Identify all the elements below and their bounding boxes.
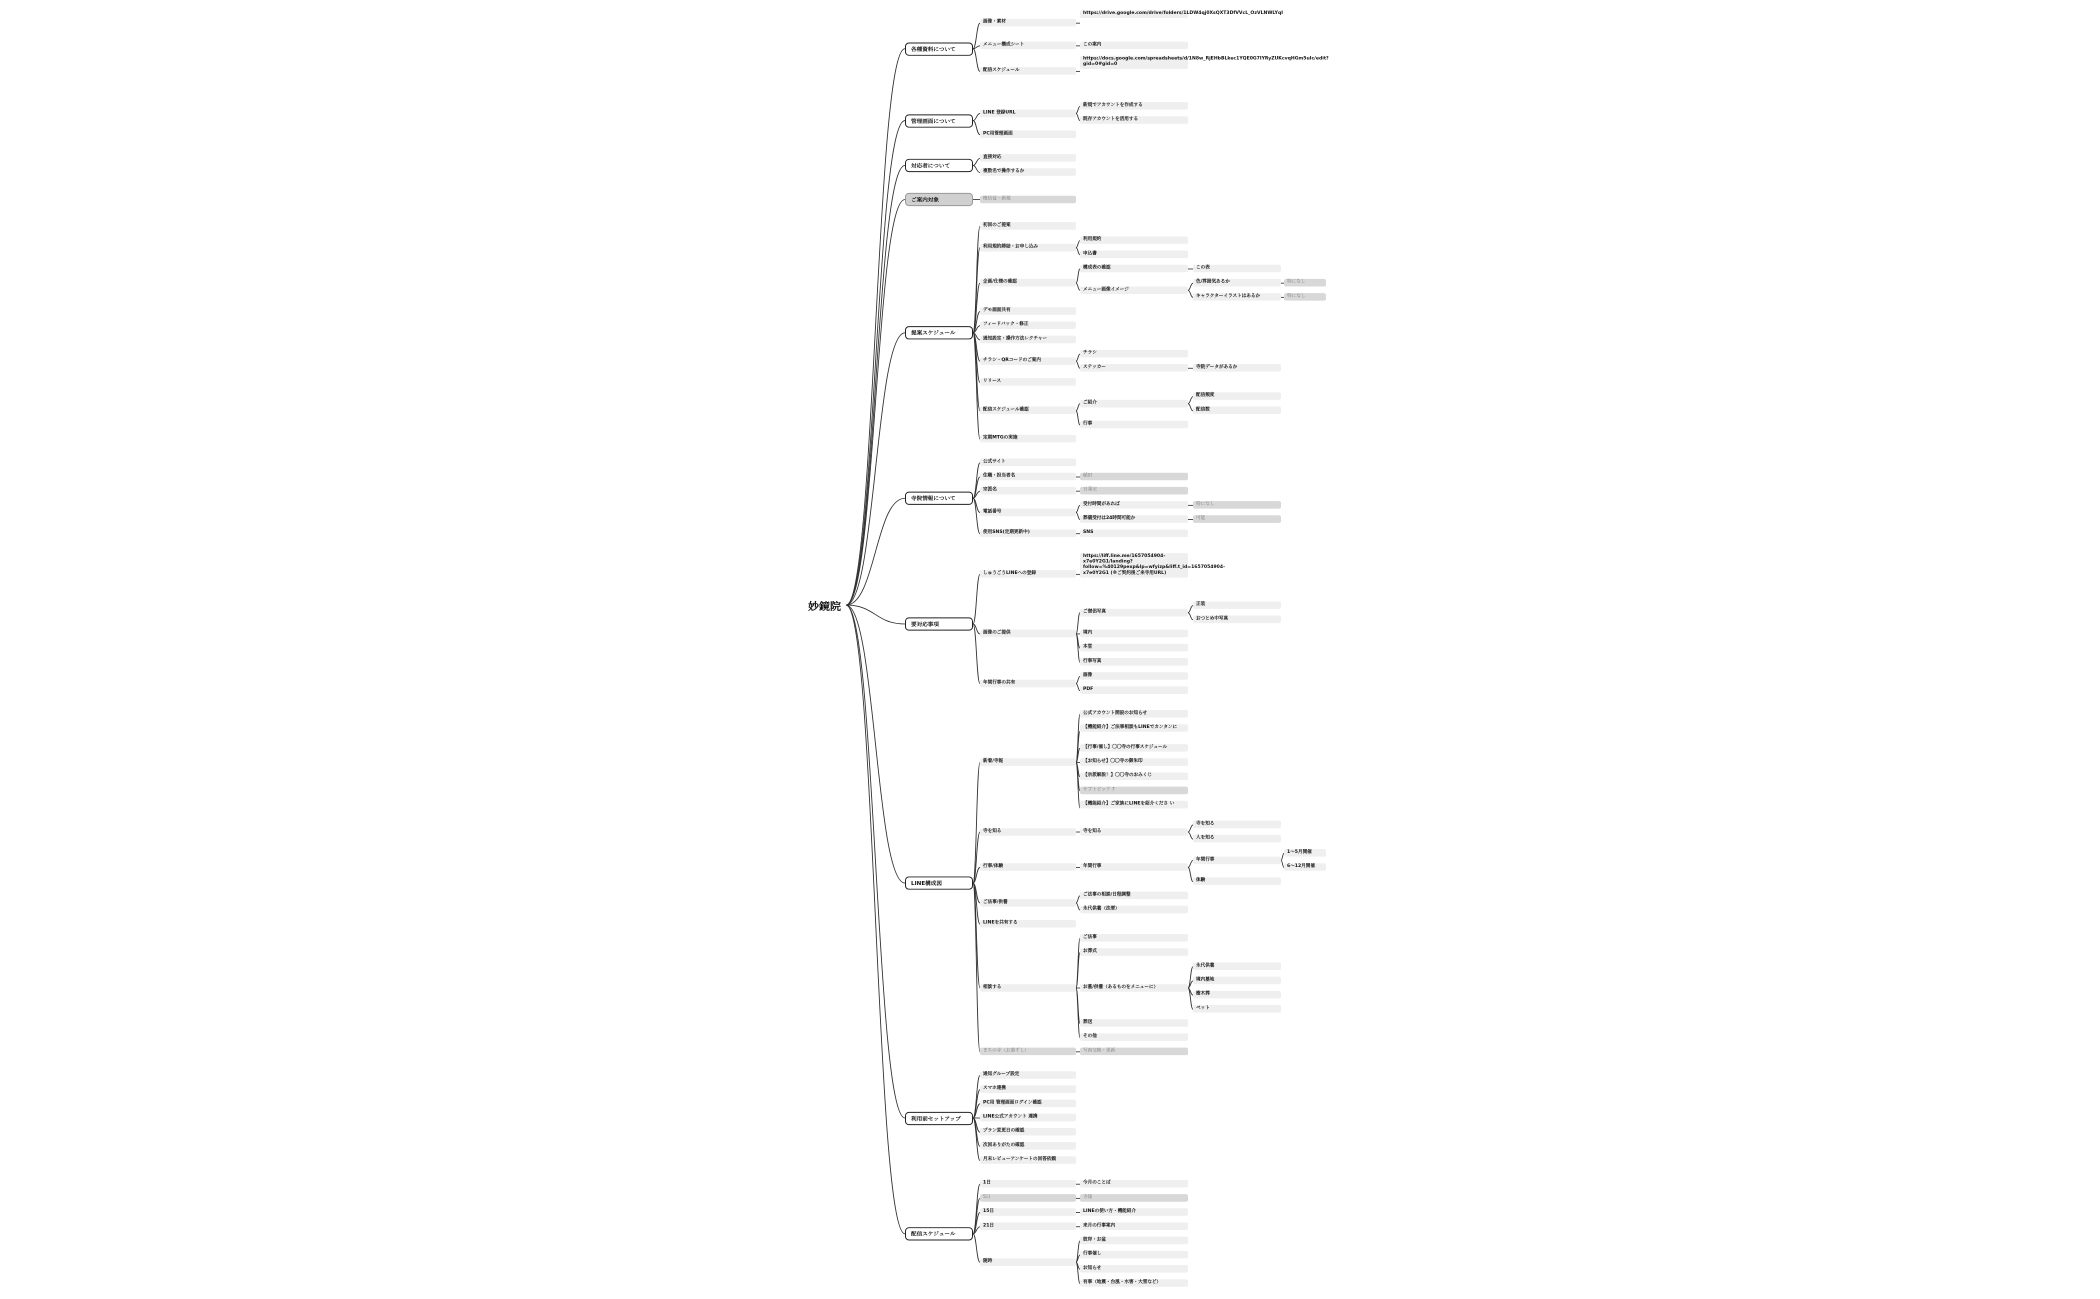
subtopic-map-branches-7-children-2-children-0[interactable]: 年間行事 (1080, 863, 1188, 871)
subtopic-map-branches-7-children-6[interactable]: まちの寺（お墓ずし） (980, 1048, 1076, 1056)
subtopic-map-branches-1-children-1[interactable]: PC用管理画面 (980, 130, 1076, 138)
subtopic-map-branches-9-children-4-children-1[interactable]: 行事催し (1080, 1251, 1188, 1259)
subtopic-map-branches-5-children-4-children-0[interactable]: SNS (1080, 529, 1188, 537)
subtopic-map-branches-1-children-0-children-0[interactable]: 新規でアカウントを作成する (1080, 102, 1188, 110)
subtopic-map-branches-5-children-2-children-0[interactable]: 日蓮宗 (1080, 487, 1188, 495)
subtopic-map-branches-6-children-0[interactable]: しゅうごうLINEへの登録 (980, 570, 1076, 578)
connector-line (973, 574, 980, 624)
subtopic-map-branches-9-children-3-children-0[interactable]: 来月の行事案内 (1080, 1222, 1188, 1230)
root-topic[interactable]: 妙鏡院 (808, 600, 841, 613)
connector-line (973, 23, 980, 49)
main-topic-8[interactable]: 利用前セットアップ (905, 1111, 973, 1124)
subtopic-map-branches-9-children-2[interactable]: 15日 (980, 1208, 1076, 1216)
subtopic-map-branches-4-children-8-children-0-children-0[interactable]: 配信頻度 (1193, 392, 1281, 400)
connector-line (846, 605, 905, 1234)
connector-line (973, 463, 980, 498)
subtopic-map-branches-7-children-1-children-0[interactable]: 寺を知る (1080, 828, 1188, 836)
subtopic-map-branches-9-children-0-children-0[interactable]: 今月のことば (1080, 1180, 1188, 1188)
subtopic-map-branches-8-children-4[interactable]: プラン変更日の確認 (980, 1128, 1076, 1136)
subtopic-map-branches-9-children-4-children-3[interactable]: 有事（地震・台風・水害・大雪など） (1080, 1279, 1188, 1287)
subtopic-map-branches-7-children-2-children-0-children-0-children-0[interactable]: 1〜5月開催 (1284, 849, 1326, 857)
subtopic-map-branches-7-children-3-children-1[interactable]: 永代供養（法要） (1080, 906, 1188, 914)
subtopic-map-branches-8-children-3[interactable]: LINE公式アカウント 連携 (980, 1114, 1076, 1122)
main-topic-9[interactable]: 配信スケジュール (905, 1227, 973, 1240)
subtopic-map-branches-4-children-1-children-1[interactable]: 申込書 (1080, 251, 1188, 259)
subtopic-map-branches-4-children-8-children-0[interactable]: ご紹介 (1080, 399, 1188, 407)
subtopic-map-branches-4-children-2-children-1-children-1-children-0[interactable]: 特になし (1284, 293, 1326, 301)
main-topic-4[interactable]: 提案スケジュール (905, 326, 973, 339)
subtopic-map-branches-6-children-2-children-1[interactable]: PDF (1080, 686, 1188, 694)
connector-line (973, 498, 980, 533)
subtopic-map-branches-8-children-6[interactable]: 月末レビューアンケートの回答依頼 (980, 1156, 1076, 1164)
subtopic-map-branches-8-children-5[interactable]: 次回ありがたの確認 (980, 1142, 1076, 1150)
subtopic-map-branches-4-children-6-children-0[interactable]: チラシ (1080, 350, 1188, 358)
subtopic-map-branches-6-children-1-children-1[interactable]: 境内 (1080, 630, 1188, 638)
subtopic-map-branches-7-children-0-children-6[interactable]: 【機能紹介】ご家族にLINEを紹介くださ い (1080, 801, 1188, 809)
subtopic-map-branches-7-children-5-children-4[interactable]: その他 (1080, 1033, 1188, 1041)
subtopic-map-branches-4-children-5[interactable]: 通知設定・操作方法レクチャー (980, 336, 1076, 344)
subtopic-map-branches-6-children-1-children-2[interactable]: 本堂 (1080, 644, 1188, 652)
subtopic-map-branches-5-children-0[interactable]: 公式サイト (980, 459, 1076, 467)
subtopic-map-branches-7-children-2[interactable]: 行事/体験 (980, 863, 1076, 871)
connector-line (846, 121, 905, 606)
subtopic-map-branches-6-children-1[interactable]: 画像のご提供 (980, 630, 1076, 638)
subtopic-map-branches-7-children-0-children-4[interactable]: 【宗派解説！】〇〇寺のおみくじ (1080, 772, 1188, 780)
subtopic-map-branches-1-children-0-children-1[interactable]: 既存アカウントを活用する (1080, 116, 1188, 124)
subtopic-map-branches-6-children-1-children-0[interactable]: ご僧侶写真 (1080, 608, 1188, 616)
subtopic-map-branches-5-children-3[interactable]: 電話番号 (980, 508, 1076, 516)
connector-line (973, 49, 980, 72)
subtopic-map-branches-1-children-0[interactable]: LINE 登録URL (980, 109, 1076, 117)
connector-line (973, 158, 980, 165)
subtopic-map-branches-5-children-3-children-1-children-0[interactable]: 可能 (1193, 515, 1281, 523)
subtopic-map-branches-7-children-2-children-0-children-0-children-1[interactable]: 6〜12月開催 (1284, 863, 1326, 871)
subtopic-map-branches-4-children-2[interactable]: 企画/仕様の確認 (980, 279, 1076, 287)
subtopic-map-branches-6-children-2[interactable]: 年間行事の共有 (980, 679, 1076, 687)
subtopic-map-branches-7-children-5-children-1[interactable]: お葬式 (1080, 948, 1188, 956)
connector-line (1076, 938, 1080, 988)
connector-line (846, 333, 905, 605)
subtopic-map-branches-8-children-0[interactable]: 通知グループ設定 (980, 1071, 1076, 1079)
subtopic-map-branches-7-children-5-children-3[interactable]: 葬送 (1080, 1019, 1188, 1027)
connector-line (973, 763, 980, 884)
subtopic-map-branches-7-children-1-children-0-children-1[interactable]: 人を知る (1193, 835, 1281, 843)
subtopic-map-branches-0-children-2[interactable]: 配信スケジュール (980, 67, 1076, 75)
subtopic-map-branches-2-children-0[interactable]: 直接対応 (980, 154, 1076, 162)
subtopic-map-branches-7-children-3-children-0[interactable]: ご法事の相談/日程調整 (1080, 892, 1188, 900)
subtopic-map-branches-2-children-1[interactable]: 複数名で操作するか (980, 168, 1076, 176)
subtopic-map-branches-9-children-3[interactable]: 21日 (980, 1222, 1076, 1230)
subtopic-map-branches-5-children-3-children-0-children-0[interactable]: 特になし (1193, 501, 1281, 509)
connector-line (846, 605, 905, 883)
main-topic-7[interactable]: LINE構成図 (905, 876, 973, 889)
subtopic-map-branches-5-children-3-children-1[interactable]: 葬儀受付は24時間可能か (1080, 515, 1188, 523)
subtopic-map-branches-4-children-2-children-0-children-0[interactable]: この表 (1193, 265, 1281, 273)
subtopic-map-branches-9-children-1-children-0[interactable]: 寺報 (1080, 1194, 1188, 1202)
main-topic-6[interactable]: 要対応事項 (905, 617, 973, 630)
subtopic-map-branches-5-children-4[interactable]: 使用SNS(定期更新中) (980, 529, 1076, 537)
connector-line (973, 113, 980, 120)
subtopic-map-branches-7-children-2-children-0-children-0[interactable]: 年間行事 (1193, 856, 1281, 864)
connector-line (973, 226, 980, 332)
connector-line (973, 1234, 980, 1262)
subtopic-map-branches-4-children-8[interactable]: 配信スケジュール確認 (980, 407, 1076, 415)
subtopic-map-branches-7-children-5-children-2[interactable]: お墓/供養（あるものをメニューに） (1080, 984, 1188, 992)
connector-line (846, 165, 905, 605)
subtopic-map-branches-4-children-6[interactable]: チラシ・QRコードのご案内 (980, 357, 1076, 365)
subtopic-map-branches-4-children-1[interactable]: 利用規約締結・お申し込み (980, 243, 1076, 251)
subtopic-map-branches-9-children-2-children-0[interactable]: LINEの使い方・機能紹介 (1080, 1208, 1188, 1216)
subtopic-map-branches-7-children-0-children-5[interactable]: サブトピック 7 (1080, 787, 1188, 795)
subtopic-map-branches-7-children-5[interactable]: 相談する (980, 984, 1076, 992)
subtopic-map-branches-6-children-1-children-0-children-0[interactable]: 正装 (1193, 601, 1281, 609)
subtopic-map-branches-4-children-8-children-0-children-1[interactable]: 配信数 (1193, 407, 1281, 415)
subtopic-map-branches-7-children-6-children-0[interactable]: 写真交換・更新 (1080, 1048, 1188, 1056)
subtopic-map-branches-7-children-5-children-0[interactable]: ご法事 (1080, 934, 1188, 942)
subtopic-map-branches-7-children-2-children-0-children-1[interactable]: 体験 (1193, 877, 1281, 885)
subtopic-map-branches-4-children-6-children-1-children-0[interactable]: 寺院データがあるか (1193, 364, 1281, 372)
subtopic-map-branches-9-children-4[interactable]: 随時 (980, 1258, 1076, 1266)
connector-line (846, 49, 905, 605)
subtopic-map-branches-7-children-0[interactable]: 新着/寺報 (980, 758, 1076, 766)
connector-line (973, 121, 980, 135)
subtopic-map-branches-4-children-4[interactable]: フィードバック・修正 (980, 321, 1076, 329)
subtopic-map-branches-9-children-4-children-2[interactable]: お知らせ (1080, 1265, 1188, 1273)
main-topic-1[interactable]: 管理画面について (905, 114, 973, 127)
subtopic-map-branches-7-children-0-children-1[interactable]: 【機能紹介】ご法事相談もLINEでカンタンに (1080, 724, 1188, 732)
subtopic-map-branches-6-children-2-children-0[interactable]: 画像 (1080, 672, 1188, 680)
subtopic-map-branches-0-children-2-children-0[interactable]: https://docs.google.com/spreadsheets/d/1N8w_RjEHbBLkec1YQE0G7IYRyZUKcvqHGm5uIc/edit?gid=0#gid=0 (1080, 56, 1188, 69)
subtopic-map-branches-7-children-5-children-2-children-2[interactable]: 樹木葬 (1193, 991, 1281, 999)
subtopic-map-branches-4-children-7[interactable]: リリース (980, 378, 1076, 386)
connector-line (973, 1184, 980, 1234)
connector-line (846, 199, 905, 605)
subtopic-map-branches-5-children-2[interactable]: 宗派名 (980, 487, 1076, 495)
subtopic-map-branches-7-children-5-children-2-children-0[interactable]: 永代供養 (1193, 962, 1281, 970)
subtopic-map-branches-4-children-2-children-1-children-0[interactable]: 色/雰囲気あるか (1193, 279, 1281, 287)
subtopic-map-branches-4-children-8-children-1[interactable]: 行事 (1080, 421, 1188, 429)
subtopic-map-branches-7-children-5-children-2-children-1[interactable]: 境内墓地 (1193, 977, 1281, 985)
connector-line (846, 605, 905, 1118)
subtopic-map-branches-7-children-1[interactable]: 寺を知る (980, 828, 1076, 836)
main-topic-0[interactable]: 各種資料について (905, 42, 973, 55)
main-topic-5[interactable]: 寺院情報について (905, 492, 973, 505)
subtopic-map-branches-9-children-0[interactable]: 1日 (980, 1180, 1076, 1188)
subtopic-map-branches-4-children-2-children-1[interactable]: メニュー画像イメージ (1080, 286, 1188, 294)
subtopic-map-branches-7-children-0-children-2[interactable]: 【行事/催し】〇〇寺の行事スケジュール (1080, 744, 1188, 752)
subtopic-map-branches-4-children-2-children-0[interactable]: 構成表の確認 (1080, 265, 1188, 273)
subtopic-map-branches-7-children-0-children-0[interactable]: 公式アカウント開設のお知らせ (1080, 710, 1188, 718)
subtopic-map-branches-7-children-3[interactable]: ご法事/供養 (980, 899, 1076, 907)
subtopic-map-branches-0-children-0-children-0[interactable]: https://drive.google.com/drive/folders/1LDW4qj0XsQXT3DfVVcL_OzVLNWLYqI (1080, 10, 1188, 18)
subtopic-map-branches-7-children-4[interactable]: LINEを共有する (980, 920, 1076, 928)
subtopic-map-branches-5-children-1[interactable]: 住職・担当者名 (980, 473, 1076, 481)
subtopic-map-branches-5-children-1-children-0[interactable]: 稲田 (1080, 473, 1188, 481)
subtopic-map-branches-7-children-1-children-0-children-0[interactable]: 寺を知る (1193, 821, 1281, 829)
subtopic-map-branches-9-children-4-children-0[interactable]: 彼岸・お盆 (1080, 1237, 1188, 1245)
subtopic-map-branches-4-children-6-children-1[interactable]: ステッカー (1080, 364, 1188, 372)
subtopic-map-branches-4-children-2-children-1-children-0-children-0[interactable]: 特になし (1284, 279, 1326, 287)
subtopic-map-branches-4-children-3[interactable]: デモ画面共有 (980, 307, 1076, 315)
subtopic-map-branches-8-children-2[interactable]: PC用 管理画面ログイン確認 (980, 1100, 1076, 1108)
subtopic-map-branches-9-children-1[interactable]: 5日 (980, 1194, 1076, 1202)
subtopic-map-branches-7-children-0-children-3[interactable]: 【お知らせ】〇〇寺の御朱印 (1080, 758, 1188, 766)
subtopic-map-branches-4-children-2-children-1-children-1[interactable]: キャラクターイラストはあるか (1193, 293, 1281, 301)
subtopic-map-branches-4-children-1-children-0[interactable]: 利用規約 (1080, 236, 1188, 244)
main-topic-3[interactable]: ご案内対象 (905, 193, 973, 206)
subtopic-map-branches-4-children-0[interactable]: 初回のご提案 (980, 222, 1076, 230)
subtopic-map-branches-6-children-1-children-0-children-1[interactable]: おつとめ中写真 (1193, 615, 1281, 623)
connector-line (973, 165, 980, 172)
subtopic-map-branches-8-children-1[interactable]: スマホ連携 (980, 1085, 1076, 1093)
main-topic-2[interactable]: 対応者について (905, 159, 973, 172)
subtopic-map-branches-4-children-9[interactable]: 定期MTGの実施 (980, 435, 1076, 443)
subtopic-map-branches-6-children-1-children-3[interactable]: 行事写真 (1080, 658, 1188, 666)
subtopic-map-branches-3-children-0[interactable]: 檀信徒・新規 (980, 195, 1076, 203)
connector-line (1076, 988, 1080, 1038)
subtopic-map-branches-5-children-3-children-0[interactable]: 受付時間があれば (1080, 501, 1188, 509)
subtopic-map-branches-0-children-0[interactable]: 画像・素材 (980, 19, 1076, 27)
subtopic-map-branches-0-children-1[interactable]: メニュー構成シート (980, 42, 1076, 50)
subtopic-map-branches-0-children-1-children-0[interactable]: この案内 (1080, 42, 1188, 50)
subtopic-map-branches-6-children-0-children-0[interactable]: https://liff.line.me/1657054904-x7e0Y2G1/landing?follow=%40129pexp&lp=wfyizp&liff.t_id=1657054904-x7e0Y2G1 (※ご契約後ご来寺用URL) (1080, 553, 1188, 578)
subtopic-map-branches-7-children-5-children-2-children-3[interactable]: ペット (1193, 1005, 1281, 1013)
